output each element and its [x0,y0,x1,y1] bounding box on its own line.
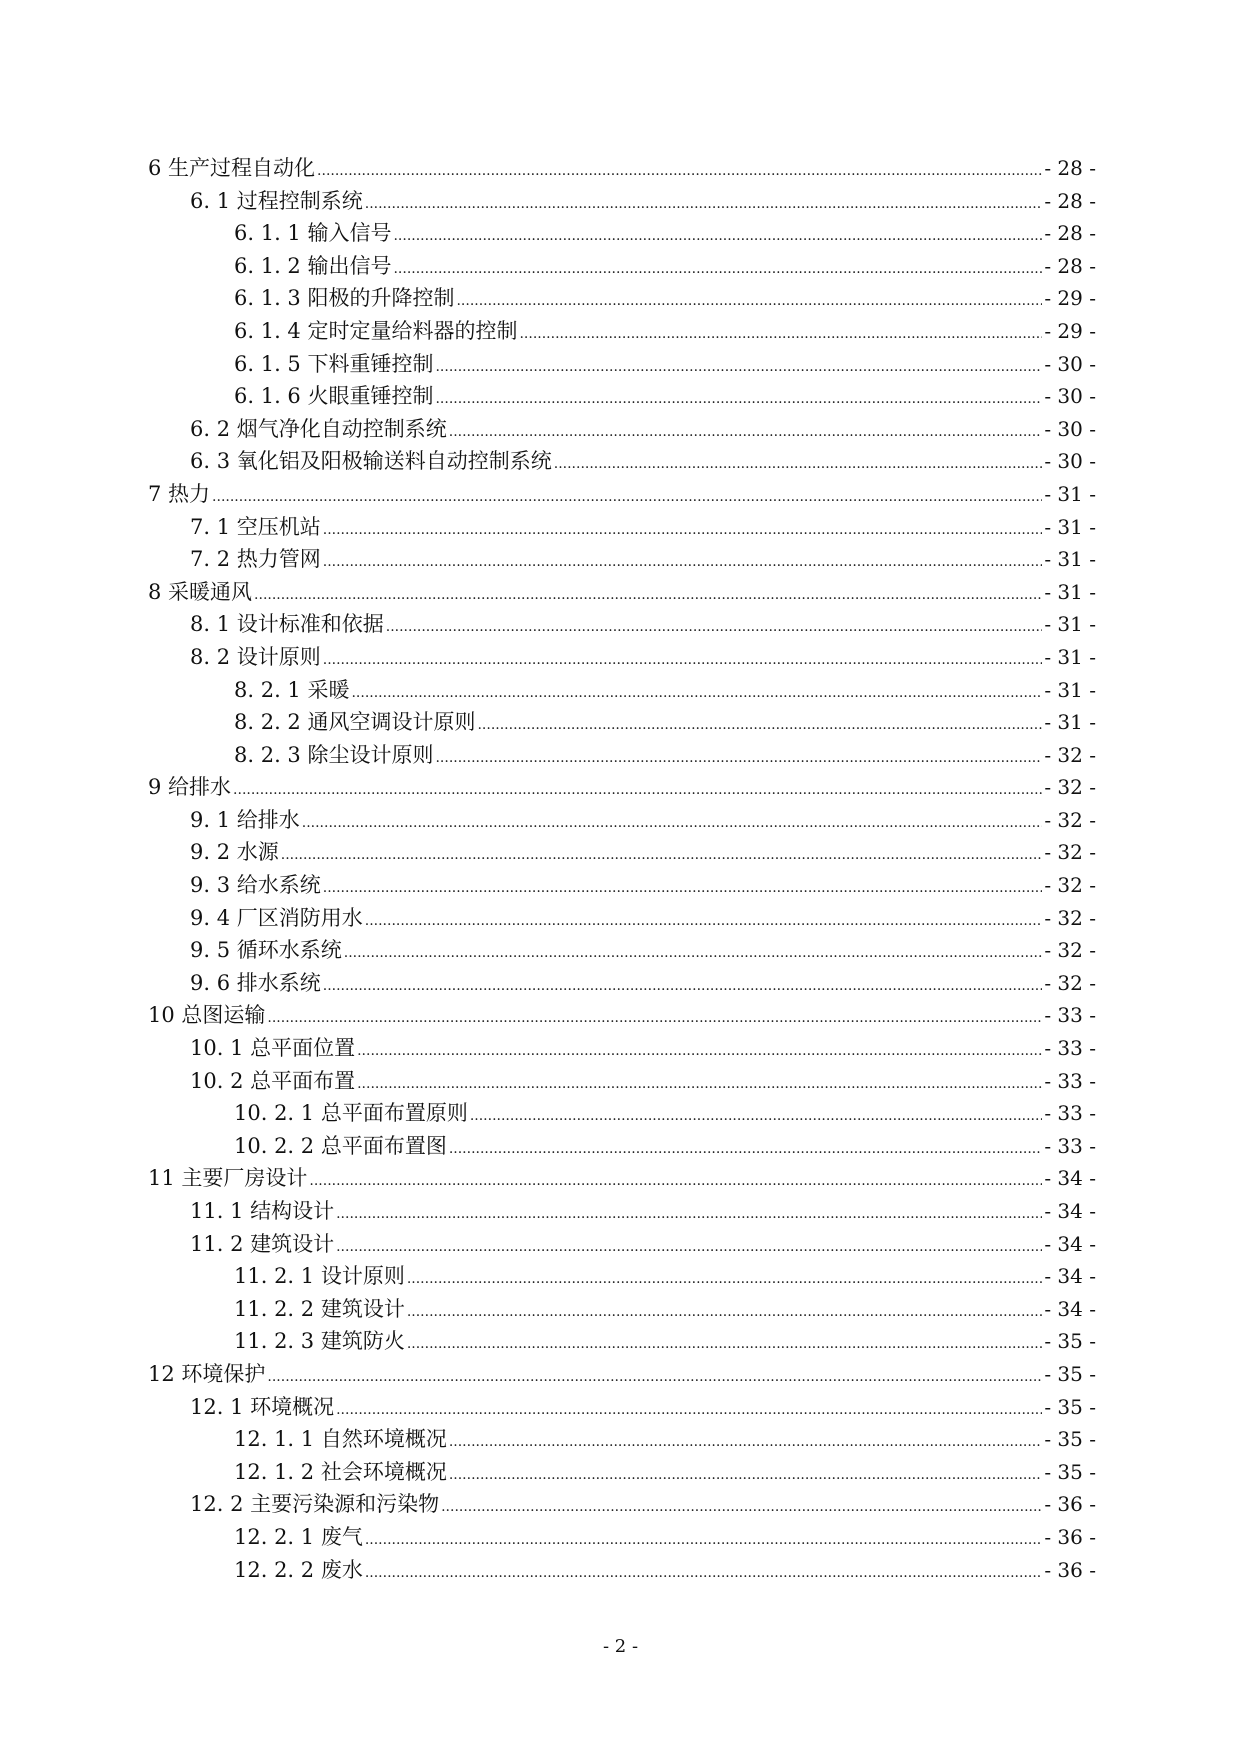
toc-entry-title: 10 总图运输 [148,1003,266,1028]
toc-entry-page: - 32 - [1044,938,1096,963]
toc-dot-leader [407,1263,1042,1296]
toc-dot-leader [365,905,1043,938]
toc-entry-page: - 34 - [1044,1264,1096,1289]
toc-entry-page: - 32 - [1044,905,1096,930]
toc-entry-title: 6. 1. 3 阳极的升降控制 [234,286,455,311]
toc-entry-page: - 30 - [1044,351,1096,376]
toc-dot-leader [393,220,1042,253]
toc-entry-title: 11 主要厂房设计 [148,1166,308,1191]
toc-entry[interactable] [148,1195,1096,1228]
toc-dot-leader [323,970,1043,1003]
toc-dot-leader [336,1198,1042,1231]
toc-entry[interactable] [148,1065,1096,1098]
toc-entry-page: - 35 - [1044,1361,1096,1386]
toc-entry[interactable] [148,1554,1096,1587]
toc-entry-title: 10. 2. 1 总平面布置原则 [234,1101,468,1126]
toc-entry-page: - 33 - [1044,1036,1096,1061]
toc-entry-page: - 31 - [1044,644,1096,669]
toc-entry-title: 9. 1 给排水 [190,807,300,832]
toc-entry[interactable] [148,315,1096,348]
toc-entry[interactable] [148,1521,1096,1554]
toc-entry-page: - 30 - [1044,384,1096,409]
toc-entry[interactable] [148,1456,1096,1489]
toc-entry-page: - 28 - [1044,253,1096,278]
toc-entry[interactable] [148,706,1096,739]
toc-dot-leader [336,1231,1042,1264]
toc-entry[interactable] [148,804,1096,837]
toc-entry-title: 12. 1. 2 社会环境概况 [234,1459,447,1484]
toc-entry[interactable] [148,1032,1096,1065]
toc-entry-title: 6 生产过程自动化 [148,156,316,180]
toc-dot-leader [449,416,1043,449]
toc-entry-page: - 28 - [1044,188,1096,213]
toc-entry[interactable] [148,967,1096,1000]
toc-entry[interactable] [148,934,1096,967]
toc-entry-page: - 33 - [1044,1101,1096,1126]
toc-entry-title: 12. 2. 1 废气 [234,1524,363,1549]
toc-entry-title: 6. 1. 1 输入信号 [234,221,392,246]
toc-entry-title: 10. 1 总平面位置 [190,1036,356,1061]
toc-entry-title: 6. 1. 2 输出信号 [234,253,392,278]
toc-dot-leader [302,807,1043,840]
toc-entry[interactable] [148,250,1096,283]
toc-dot-leader [435,742,1042,775]
toc-entry[interactable] [148,543,1096,576]
toc-entry[interactable] [148,1130,1096,1163]
toc-entry-page: - 34 - [1044,1166,1096,1191]
toc-dot-leader [519,318,1042,351]
toc-entry[interactable] [148,413,1096,446]
toc-entry-page: - 33 - [1044,1068,1096,1093]
toc-dot-leader [407,1296,1042,1329]
toc-dot-leader [323,644,1043,677]
toc-entry-page: - 34 - [1044,1231,1096,1256]
toc-dot-leader [357,1035,1042,1068]
toc-dot-leader [477,709,1042,742]
toc-entry[interactable] [148,1423,1096,1456]
toc-entry-page: - 30 - [1044,449,1096,474]
toc-entry-page: - 34 - [1044,1199,1096,1223]
toc-entry-title: 9 给排水 [148,775,232,800]
toc-dot-leader [212,481,1042,514]
toc-entry-page: - 31 - [1044,547,1096,572]
toc-entry[interactable] [148,608,1096,641]
toc-entry-page: - 31 - [1044,481,1096,506]
toc-entry-title: 6. 3 氧化铝及阳极输送料自动控制系统 [190,449,552,474]
toc-entry-title: 6. 1. 4 定时定量给料器的控制 [234,318,518,343]
toc-entry[interactable] [148,445,1096,478]
toc-entry[interactable] [148,282,1096,315]
toc-entry-title: 12 环境保护 [148,1361,266,1386]
toc-entry-title: 12. 2 主要污染源和污染物 [190,1492,440,1517]
toc-entry-page: - 29 - [1044,318,1096,343]
toc-entry-page: - 28 - [1044,221,1096,246]
toc-dot-leader [309,1165,1042,1198]
toc-entry[interactable] [148,217,1096,250]
toc-dot-leader [323,872,1043,905]
toc-entry-page: - 32 - [1044,970,1096,995]
toc-entry[interactable] [148,511,1096,544]
toc-dot-leader [233,774,1042,807]
toc-entry-page: - 33 - [1044,1003,1096,1028]
toc-entry-title: 9. 6 排水系统 [190,970,321,995]
toc-entry-title: 11. 2. 2 建筑设计 [234,1296,405,1321]
toc-entry-page: - 32 - [1044,807,1096,832]
toc-entry-page: - 31 - [1044,579,1096,604]
toc-entry-page: - 31 - [1044,710,1096,735]
toc-entry-page: - 31 - [1044,514,1096,539]
toc-entry-title: 11. 2. 3 建筑防火 [234,1329,405,1354]
table-of-contents [148,152,1096,1586]
toc-entry[interactable] [148,674,1096,707]
toc-entry-page: - 35 - [1044,1459,1096,1484]
toc-dot-leader [323,514,1043,547]
toc-entry-title: 10. 2. 2 总平面布置图 [234,1133,447,1158]
toc-dot-leader [449,1133,1042,1166]
toc-entry[interactable] [148,739,1096,772]
toc-dot-leader [407,1328,1042,1361]
toc-entry-page: - 32 - [1044,873,1096,898]
toc-entry-title: 9. 4 厂区消防用水 [190,905,363,930]
toc-entry-title: 10. 2 总平面布置 [190,1068,356,1093]
toc-entry-title: 12. 2. 2 废水 [234,1557,363,1582]
toc-dot-leader [435,351,1042,384]
toc-entry-page: - 28 - [1044,156,1096,180]
page-number: - 2 - [602,1636,639,1657]
toc-entry[interactable] [148,869,1096,902]
toc-dot-leader [317,155,1042,188]
toc-dot-leader [357,1068,1042,1101]
toc-entry[interactable] [148,1358,1096,1391]
toc-dot-leader [267,1002,1042,1035]
toc-dot-leader [281,839,1043,872]
toc-entry-page: - 32 - [1044,775,1096,800]
toc-dot-leader [254,579,1042,612]
toc-dot-leader [449,1426,1042,1459]
toc-entry-page: - 34 - [1044,1296,1096,1321]
toc-dot-leader [365,1557,1042,1590]
toc-entry-page: - 31 - [1044,677,1096,702]
toc-entry[interactable] [148,836,1096,869]
toc-entry[interactable] [148,1293,1096,1326]
toc-entry-title: 8. 2. 2 通风空调设计原则 [234,710,476,735]
toc-dot-leader [267,1361,1042,1394]
toc-entry-page: - 35 - [1044,1394,1096,1419]
toc-entry-page: - 31 - [1044,612,1096,637]
toc-dot-leader [456,285,1042,318]
toc-entry-title: 12. 1. 1 自然环境概况 [234,1427,447,1452]
toc-entry-title: 11. 2. 1 设计原则 [234,1264,405,1289]
toc-entry-title: 12. 1 环境概况 [190,1394,335,1419]
toc-entry-title: 9. 5 循环水系统 [190,938,342,963]
toc-entry-title: 7. 2 热力管网 [190,547,321,572]
toc-dot-leader [449,1459,1042,1492]
toc-dot-leader [470,1100,1042,1133]
toc-entry-title: 7. 1 空压机站 [190,514,321,539]
toc-dot-leader [435,383,1042,416]
toc-entry-title: 8 采暖通风 [148,579,253,604]
toc-entry[interactable] [148,1228,1096,1261]
toc-entry-title: 8. 1 设计标准和依据 [190,612,384,637]
toc-entry-page: - 35 - [1044,1427,1096,1452]
toc-entry-page: - 36 - [1044,1557,1096,1582]
toc-entry-page: - 35 - [1044,1329,1096,1354]
toc-dot-leader [336,1394,1042,1427]
toc-dot-leader [386,611,1043,644]
toc-entry[interactable] [148,771,1096,804]
toc-entry[interactable] [148,185,1096,218]
toc-entry[interactable] [148,348,1096,381]
toc-entry-title: 9. 2 水源 [190,840,279,865]
toc-entry-title: 11. 1 结构设计 [190,1199,335,1223]
toc-entry-title: 7 热力 [148,481,211,506]
toc-entry-title: 6. 1 过程控制系统 [190,188,363,213]
toc-entry-page: - 36 - [1044,1492,1096,1517]
toc-entry[interactable] [148,1488,1096,1521]
toc-dot-leader [351,677,1042,710]
toc-entry-title: 8. 2 设计原则 [190,644,321,669]
toc-dot-leader [441,1491,1042,1524]
toc-entry[interactable] [148,380,1096,413]
toc-entry[interactable] [148,1162,1096,1195]
toc-entry[interactable] [148,478,1096,511]
toc-dot-leader [323,546,1043,579]
toc-entry[interactable] [148,576,1096,609]
toc-entry-title: 8. 2. 1 采暖 [234,677,350,702]
toc-dot-leader [365,1524,1042,1557]
toc-entry-page: - 33 - [1044,1133,1096,1158]
toc-entry[interactable] [148,1260,1096,1293]
toc-entry[interactable] [148,902,1096,935]
toc-entry-page: - 36 - [1044,1524,1096,1549]
toc-entry-title: 9. 3 给水系统 [190,873,321,898]
toc-entry[interactable] [148,641,1096,674]
toc-entry-title: 6. 2 烟气净化自动控制系统 [190,416,447,441]
toc-dot-leader [554,448,1043,481]
toc-entry-page: - 32 - [1044,742,1096,767]
toc-entry-page: - 30 - [1044,416,1096,441]
toc-entry-page: - 29 - [1044,286,1096,311]
toc-entry-title: 11. 2 建筑设计 [190,1231,335,1256]
toc-dot-leader [365,188,1043,221]
toc-entry[interactable] [148,999,1096,1032]
toc-entry-title: 6. 1. 6 火眼重锤控制 [234,384,434,409]
toc-entry-title: 6. 1. 5 下料重锤控制 [234,351,434,376]
toc-entry[interactable] [148,1391,1096,1424]
toc-entry-page: - 32 - [1044,840,1096,865]
toc-dot-leader [344,937,1043,970]
toc-dot-leader [393,253,1042,286]
toc-entry[interactable] [148,152,1096,185]
toc-entry[interactable] [148,1325,1096,1358]
toc-entry[interactable] [148,1097,1096,1130]
toc-entry-title: 8. 2. 3 除尘设计原则 [234,742,434,767]
